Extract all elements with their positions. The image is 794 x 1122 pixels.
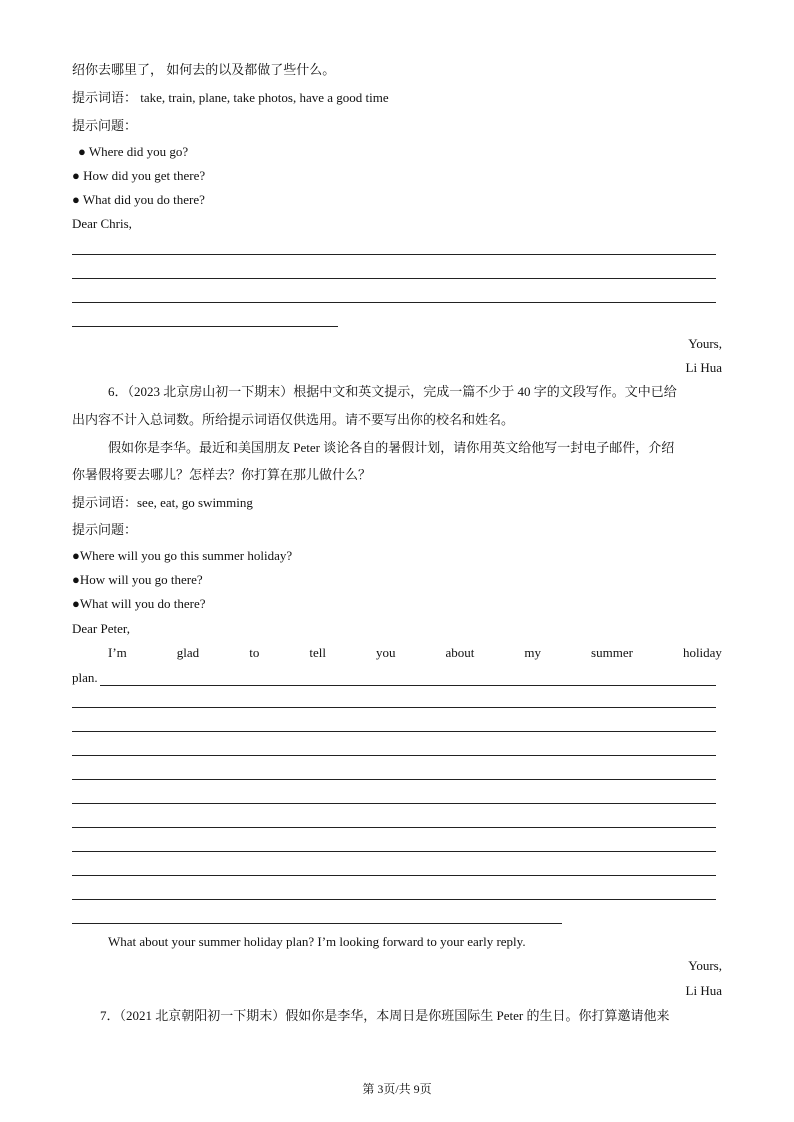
answer-line[interactable] [72,803,716,804]
q5-prompt-line: 绍你去哪里了， 如何去的以及都做了些什么。 [72,62,336,77]
q6-question-1: ●Where will you go this summer holiday? [72,548,293,563]
q5-hint-questions-label: 提示问题： [72,118,138,133]
opening-word: holiday [682,645,722,660]
answer-line[interactable] [72,899,716,900]
opening-word: summer [591,645,633,660]
answer-line[interactable] [72,851,716,852]
opening-word: my [524,645,542,660]
q6-hint-words: 提示词语：see, eat, go swimming [72,495,253,510]
answer-line[interactable] [72,827,716,828]
q6-opening-end: plan. [72,670,98,685]
opening-word: I’m [108,645,127,660]
q6-task-line-1: 假如你是李华。最近和美国朋友 Peter 谈论各自的暑假计划，请你用英文给他写一封电子邮件，介绍 [108,440,675,455]
q5-salutation: Dear Chris, [72,216,132,231]
answer-line[interactable] [72,326,338,327]
opening-word: you [375,645,396,660]
answer-line[interactable] [72,755,716,756]
answer-line[interactable] [72,707,716,708]
answer-line[interactable] [100,673,716,686]
answer-line[interactable] [72,254,716,255]
answer-line[interactable] [72,923,562,924]
answer-line[interactable] [72,302,716,303]
opening-word: about [445,645,475,660]
answer-line[interactable] [72,779,716,780]
q6-hint-questions-label: 提示问题： [72,522,138,537]
answer-line[interactable] [72,278,716,279]
q6-ending-sentence: What about your summer holiday plan? I’m looking forward to your early reply. [108,934,526,949]
q7-intro-line-1: 7．（2021 北京朝阳初一下期末）假如你是李华，本周日是你班国际生 Peter 的生日。你打算邀请他来 [100,1008,670,1023]
opening-word: glad [176,645,200,660]
q5-hint-words: 提示词语： take, train, plane, take photos, have a good time [72,90,389,105]
q5-question-3: ● What did you do there? [72,192,205,207]
q6-task-line-2: 你暑假将要去哪儿？怎样去？你打算在那儿做什么？ [72,467,372,482]
opening-word: to [249,645,260,660]
q6-salutation: Dear Peter, [72,621,130,636]
q5-question-2: ● How did you get there? [72,168,206,183]
q6-signature: Li Hua [685,983,722,998]
q6-intro-line-1: 6．（2023 北京房山初一下期末）根据中文和英文提示，完成一篇不少于 40 字的文段写作。文中已给 [108,384,677,399]
q6-closing: Yours, [688,958,722,973]
q6-first-answer-line [72,670,716,686]
q6-question-2: ●How will you go there? [72,572,203,587]
q6-opening-sentence [108,645,722,661]
answer-line[interactable] [72,731,716,732]
page-number: 第 3页/共 9页 [362,1082,432,1096]
q5-signature: Li Hua [685,360,722,375]
q6-intro-line-2: 出内容不计入总词数。所给提示词语仅供选用。请不要写出你的校名和姓名。 [72,412,515,427]
opening-word: tell [309,645,326,660]
q5-question-1: ● Where did you go? [78,144,189,159]
answer-line[interactable] [72,875,716,876]
q5-closing: Yours, [688,336,722,351]
q6-question-3: ●What will you do there? [72,596,206,611]
